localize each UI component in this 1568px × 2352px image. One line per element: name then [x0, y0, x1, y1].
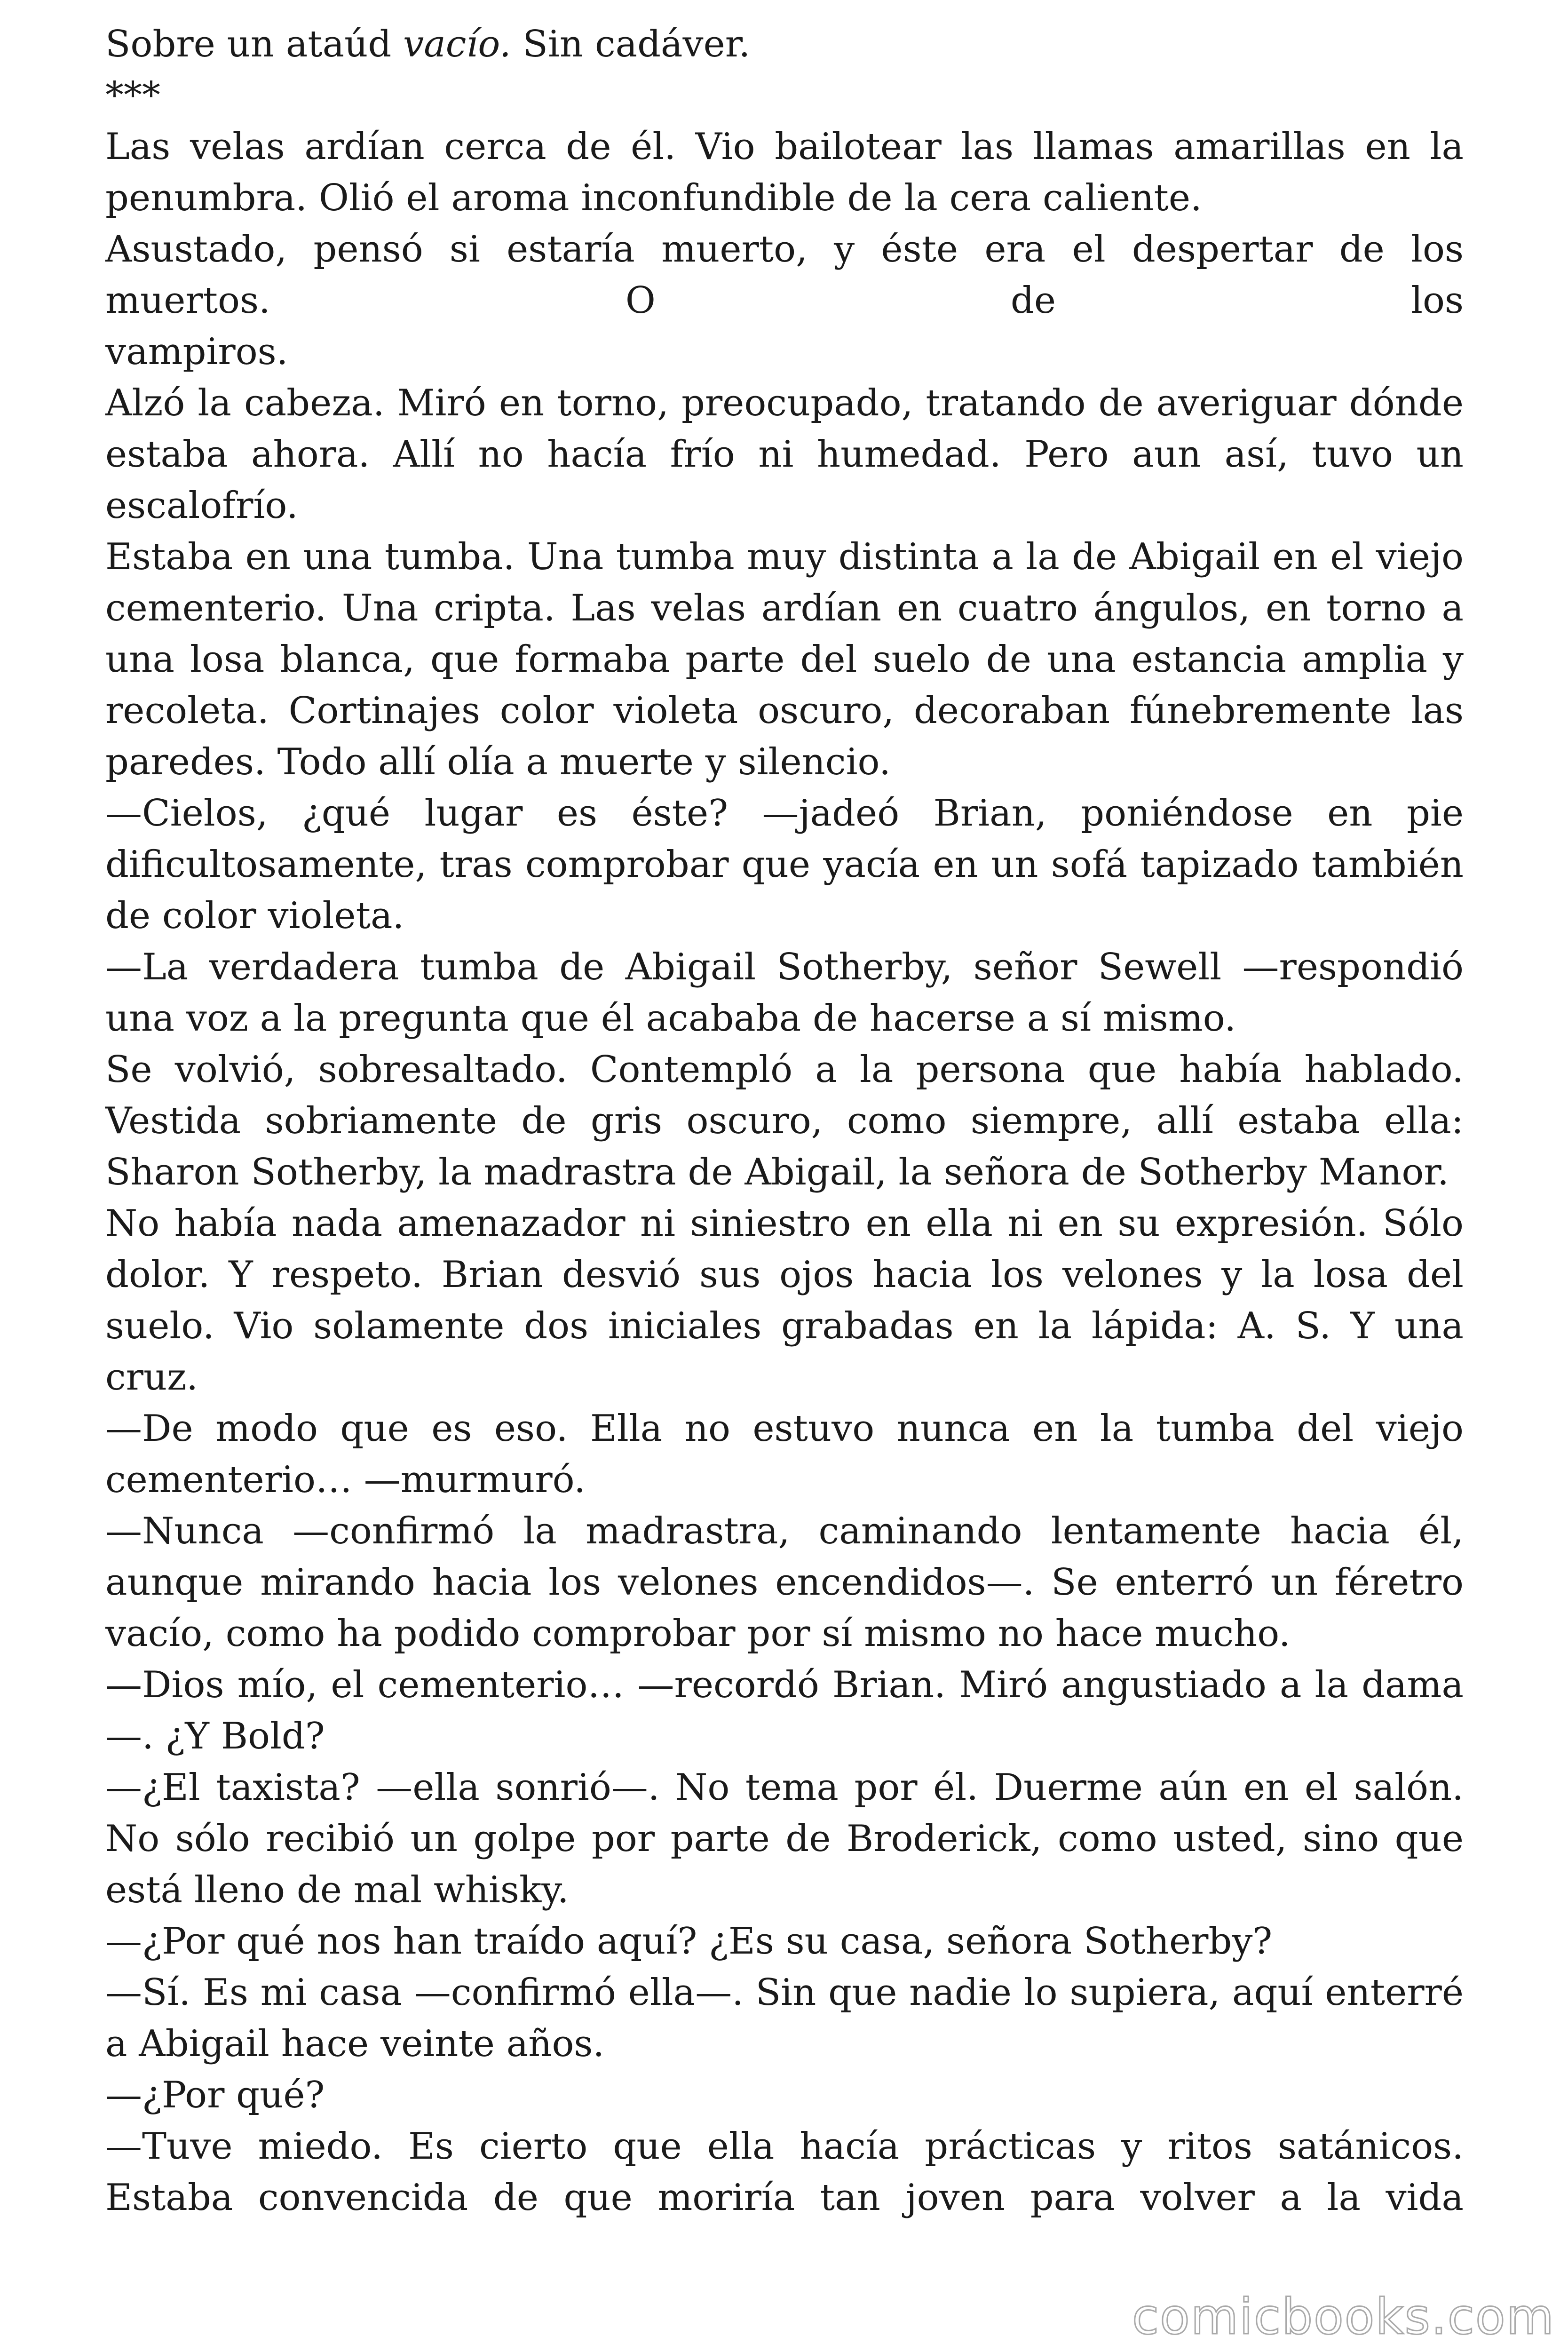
paragraph-2: Asustado, pensó si estaría muerto, y éste era el despertar de los muertos. O de los — [105, 228, 1464, 322]
book-page — [105, 19, 1464, 2333]
paragraph-opening — [105, 19, 1464, 70]
paragraph-6: —Cielos, ¿qué lugar es éste? —jadeó Brian, poniéndose en pie dificultosamente, tras comprobar que yacía en un sofá tapizado también de color violeta. — [105, 792, 1464, 937]
opening-text-start: Sobre un ataúd — [105, 23, 404, 65]
paragraph-12: —Dios mío, el cementerio… —recordó Brian. Miró angustiado a la dama—. ¿Y Bold? — [105, 1664, 1464, 1757]
watermark-logo: comicbooks.com — [1132, 2288, 1555, 2345]
paragraph-15: —Sí. Es mi casa —confirmó ella—. Sin que nadie lo supiera, aquí enterré a Abigail hace veinte años. — [105, 1971, 1464, 2065]
paragraph-4: Alzó la cabeza. Miró en torno, preocupado, tratando de averiguar dónde estaba ahora. Allí no hacía frío ni humedad. Pero aun así, tuvo un escalofrío. — [105, 382, 1464, 527]
paragraph-10: —De modo que es eso. Ella no estuvo nunca en la tumba del viejo cementerio… —murmuró. — [105, 1407, 1464, 1501]
paragraph-8: Se volvió, sobresaltado. Contempló a la persona que había hablado. Vestida sobriamente de gris oscuro, como siempre, allí estaba ella: Sharon Sotherby, la madrastra de Abigail, la señora de Sotherby Manor. — [105, 1049, 1464, 1193]
opening-text-end: Sin cadáver. — [511, 23, 751, 65]
opening-emphasis: vacío. — [403, 23, 511, 65]
paragraph-3: vampiros. — [105, 331, 288, 373]
paragraph-7: —La verdadera tumba de Abigail Sotherby, señor Sewell —respondió una voz a la pregunta que él acababa de hacerse a sí mismo. — [105, 946, 1464, 1040]
paragraph-14: —¿Por qué nos han traído aquí? ¿Es su casa, señora Sotherby? — [105, 1920, 1273, 1963]
paragraph-5: Estaba en una tumba. Una tumba muy distinta a la de Abigail en el viejo cementerio. Una cripta. Las velas ardían en cuatro ángulos, en torno a una losa blanca, que formaba parte del suelo de una estancia amplia y recoleta. Cortinajes color violeta oscuro, decoraban fúnebremente las paredes. Todo allí olía a muerte y silencio. — [105, 536, 1464, 783]
scene-separator: *** — [105, 74, 160, 117]
paragraph-9: No había nada amenazador ni siniestro en ella ni en su expresión. Sólo dolor. Y respeto. Brian desvió sus ojos hacia los velones y la losa del suelo. Vio solamente dos iniciales grabadas en la lápida: A. S. Y una cruz. — [105, 1202, 1464, 1398]
paragraph-16: —¿Por qué? — [105, 2074, 325, 2116]
paragraph-17: —Tuve miedo. Es cierto que ella hacía prácticas y ritos satánicos. Estaba convencida de que moriría tan joven para volver a la vida — [105, 2125, 1464, 2219]
paragraph-13: —¿El taxista? —ella sonrió—. No tema por él. Duerme aún en el salón. No sólo recibió un golpe por parte de Broderick, como usted, sino que está lleno de mal whisky. — [105, 1766, 1464, 1911]
paragraph-11: —Nunca —confirmó la madrastra, caminando lentamente hacia él, aunque mirando hacia los velones encendidos—. Se enterró un féretro vacío, como ha podido comprobar por sí mismo no hace mucho. — [105, 1510, 1464, 1655]
paragraph-1: Las velas ardían cerca de él. Vio bailotear las llamas amarillas en la penumbra. Olió el aroma inconfundible de la cera caliente. — [105, 126, 1464, 219]
